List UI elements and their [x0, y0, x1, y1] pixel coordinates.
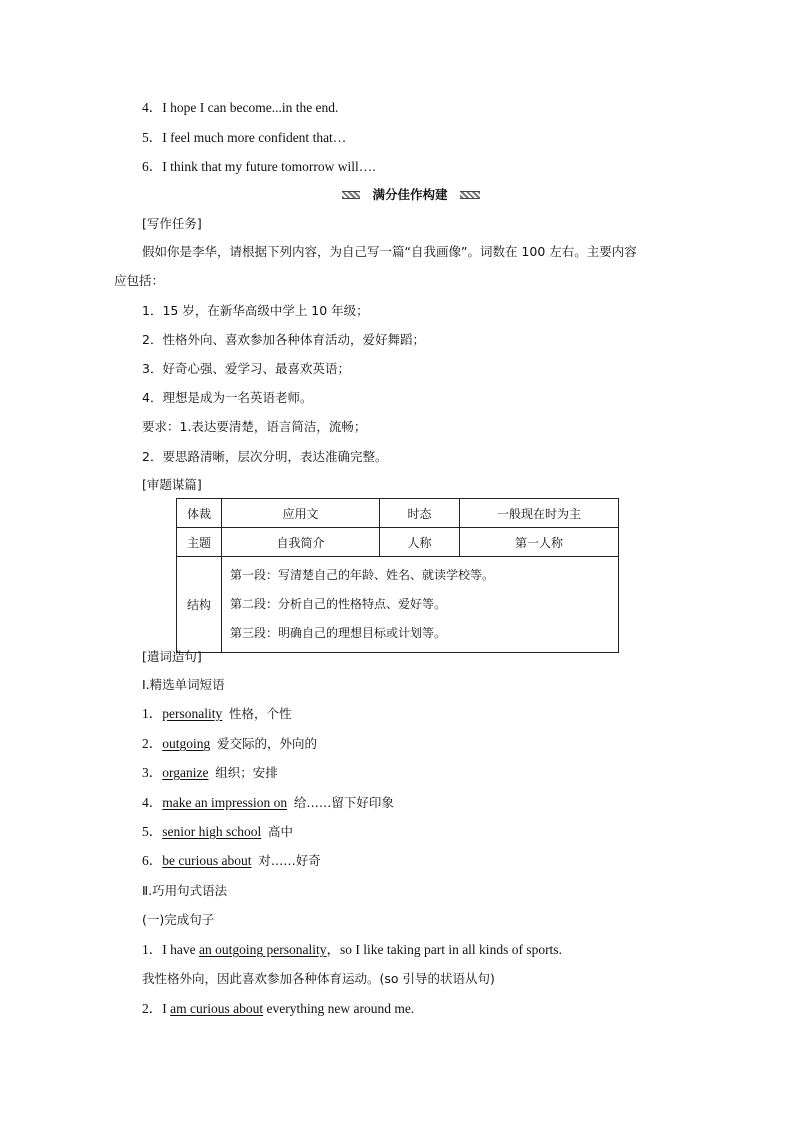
task-intro-2: 应包括：	[114, 273, 165, 288]
text-line-6: 6．I think that my future tomorrow will….	[142, 159, 376, 174]
table-cell: 主题	[177, 528, 222, 557]
task-item-3: 3．好奇心强、爱学习、最喜欢英语；	[142, 361, 350, 376]
sentence-1	[142, 941, 562, 959]
item-english: make an impression on	[162, 795, 288, 810]
section-banner	[342, 186, 480, 202]
sentence-1-translation: 我性格外向，因此喜欢参加各种体育运动。(so 引导的状语从句)	[142, 971, 495, 986]
list-item	[142, 705, 292, 723]
sentence-blank: an outgoing personality	[198, 942, 327, 957]
structure-cell	[222, 557, 619, 653]
item-chinese: 对……好奇	[258, 853, 321, 868]
task-heading: [写作任务]	[142, 216, 202, 231]
table-cell: 时态	[380, 499, 460, 528]
sentence-prefix: 1．I have	[142, 942, 199, 957]
item-english: personality	[162, 706, 223, 721]
item-english: outgoing	[162, 736, 211, 751]
item-chinese: 性格，个性	[229, 706, 292, 721]
task-req-2: 2．要思路清晰，层次分明，表达准确完整。	[142, 449, 388, 464]
table-row	[177, 557, 619, 653]
table-cell: 应用文	[222, 499, 380, 528]
item-english: organize	[162, 765, 209, 780]
task-item-2: 2．性格外向、喜欢参加各种体育活动，爱好舞蹈；	[142, 332, 425, 347]
sentence-suffix: ，so I like taking part in all kinds of sports.	[326, 942, 562, 957]
table-row	[177, 528, 619, 557]
text-line-4: 4．I hope I can become...in the end.	[142, 100, 339, 115]
vocab-heading: [遣词造句]	[142, 649, 202, 664]
table-cell: 体裁	[177, 499, 222, 528]
table-cell: 第一人称	[460, 528, 619, 557]
item-chinese: 组织；安排	[215, 765, 278, 780]
plan-table	[176, 498, 619, 653]
table-cell: 一般现在时为主	[460, 499, 619, 528]
structure-line: 第一段：写清楚自己的年龄、姓名、就读学校等。	[230, 568, 495, 582]
list-item	[142, 852, 321, 870]
task-item-4: 4．理想是成为一名英语老师。	[142, 390, 313, 405]
table-row	[177, 499, 619, 528]
task-req-1: 要求：1.表达要清楚，语言简洁，流畅；	[142, 419, 367, 434]
text-line-5: 5．I feel much more confident that…	[142, 130, 347, 145]
structure-line: 第二段：分析自己的性格特点、爱好等。	[230, 597, 447, 611]
task-intro-1: 假如你是李华，请根据下列内容，为自己写一篇“自我画像”。词数在 100 左右。主要内容	[142, 244, 637, 259]
item-number: 5．	[142, 824, 163, 839]
item-number: 2．	[142, 736, 163, 751]
item-number: 4．	[142, 795, 163, 810]
structure-line: 第三段：明确自己的理想目标或计划等。	[230, 626, 447, 640]
item-number: 6．	[142, 853, 163, 868]
sentence-suffix: everything new around me.	[263, 1001, 415, 1016]
list-item	[142, 823, 293, 841]
banner-title: 满分佳作构建	[360, 185, 460, 203]
sentence-2	[142, 1000, 414, 1018]
plan-heading: [审题谋篇]	[142, 477, 202, 492]
list-item	[142, 735, 317, 753]
item-chinese: 给……留下好印象	[293, 795, 394, 810]
sentence-prefix: 2．I	[142, 1001, 171, 1016]
sentence-blank: am curious about	[170, 1001, 264, 1016]
item-english: senior high school	[162, 824, 262, 839]
item-chinese: 高中	[268, 824, 294, 839]
table-cell: 结构	[177, 557, 222, 653]
table-cell: 人称	[380, 528, 460, 557]
vocab-sub3: (一)完成句子	[142, 912, 215, 927]
list-item	[142, 794, 394, 812]
vocab-sub2: Ⅱ.巧用句式语法	[142, 883, 228, 898]
task-item-1: 1．15 岁，在新华高级中学上 10 年级；	[142, 303, 369, 318]
item-number: 3．	[142, 765, 163, 780]
item-english: be curious about	[162, 853, 252, 868]
item-number: 1．	[142, 706, 163, 721]
list-item	[142, 764, 278, 782]
table-cell: 自我简介	[222, 528, 380, 557]
item-chinese: 爱交际的，外向的	[217, 736, 318, 751]
vocab-sub1: Ⅰ.精选单词短语	[142, 677, 225, 692]
